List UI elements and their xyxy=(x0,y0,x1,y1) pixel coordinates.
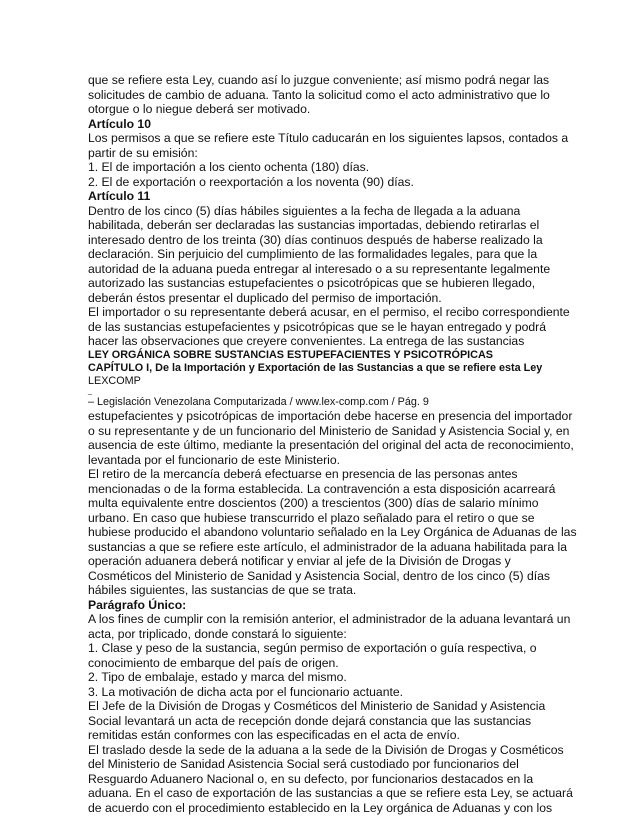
text-line: 2. Tipo de embalaje, estado y marca del mismo. xyxy=(88,670,347,685)
text-line: estupefacientes y psicotrópicas de importación debe hacerse en presencia del importador xyxy=(88,409,573,424)
text-line: operación aduanera deberá notificar y enviar al jefe de la División de Drogas y xyxy=(88,554,511,569)
document-page xyxy=(88,73,577,815)
text-line: Social levantará un acta de recepción donde dejará constancia que las sustancias xyxy=(88,713,532,728)
text-line: A los fines de cumplir con la remisión anterior, el administrador de la aduana levantará un xyxy=(88,612,571,627)
intro-paragraph xyxy=(88,73,558,117)
text-line: declaración. Sin perjuicio del cumplimiento de las formalidades legales, para que la xyxy=(88,247,538,261)
text-line: de las sustancias estupefacientes y psicotrópicas que se le hayan entregado y podrá xyxy=(88,319,546,334)
text-line: conocimiento de embarque del país de origen. xyxy=(88,655,339,670)
article-heading: Artículo 11 xyxy=(88,189,151,203)
paragrafo-unico-section xyxy=(88,597,573,816)
footer-source: – Legislación Venezolana Computarizada / www.lex-comp.com / Pág. 9 xyxy=(88,396,429,409)
text-line: del Ministerio de Sanidad Asistencia Social será custodiado por funcionarios del xyxy=(88,757,519,772)
continuation-paragraph xyxy=(88,409,577,598)
text-line: solicitudes de cambio de aduana. Tanto la solicitud como el acto administrativo que lo xyxy=(88,87,550,102)
text-line: mencionadas o de la forma establecida. La contravención a esta disposición acarreará xyxy=(88,481,556,496)
text-line: hubiese producido el abandono voluntario señalado en la Ley Orgánica de Aduanas de las xyxy=(88,525,577,540)
text-line: remitidas están conformes con las especificadas en el acta de envío. xyxy=(88,728,460,743)
text-line: 1. Clase y peso de la sustancia, según permiso de exportación o guía respectiva, o xyxy=(88,641,537,656)
running-header xyxy=(88,349,558,375)
text-line: Cosméticos del Ministerio de Sanidad y Asistencia Social, dentro de los cinco (5) días xyxy=(88,568,550,583)
text-line: otorgue o lo niegue deberá ser motivado. xyxy=(88,102,311,116)
text-line: autoridad de la aduana pueda entregar al interesado o a su representante legalmente xyxy=(88,261,551,276)
text-line: hacer las observaciones que creyere convenientes. La entrega de las sustancias xyxy=(88,334,525,348)
footer-brand: LEXCOMP xyxy=(88,374,141,387)
page-footer xyxy=(88,375,558,409)
text-line: levantada por el funcionario de este Ministerio. xyxy=(88,452,341,467)
text-line: El importador o su representante deberá acusar, en el permiso, el recibo correspondiente xyxy=(88,305,570,319)
article-heading: Artículo 10 xyxy=(88,116,151,131)
text-line: de acuerdo con el procedimiento establecido en la Ley orgánica de Aduanas y con los xyxy=(88,800,553,815)
text-line: 2. El de exportación o reexportación a los noventa (90) días. xyxy=(88,174,414,189)
text-line: autorizado las sustancias estupefacientes o psicotrópicas que se hubieren llegado, xyxy=(88,276,536,290)
footer-dash: _ xyxy=(88,388,92,396)
text-line: El Jefe de la División de Drogas y Cosméticos del Ministerio de Sanidad y Asistencia xyxy=(88,699,546,714)
text-line: hábiles siguientes, las sustancias de que se trata. xyxy=(88,583,357,598)
text-line: multa equivalente entre doscientos (200) a trescientos (300) días de salario mínimo xyxy=(88,496,539,511)
text-line: Resguardo Aduanero Nacional o, en su defecto, por funcionarios destacados en la xyxy=(88,771,534,786)
text-line: ausencia de este último, mediante la presentación del original del acta de reconocimiento, xyxy=(88,438,574,453)
text-line: o su representante y de un funcionario del Ministerio de Sanidad y Asistencia Social y, en xyxy=(88,423,570,438)
text-line: interesado dentro de los treinta (30) días continuos después de haberse realizado la xyxy=(88,232,543,247)
text-line: partir de su emisión: xyxy=(88,145,198,160)
text-line: urbano. En caso que hubiese transcurrido el plazo señalado para el retiro o que se xyxy=(88,510,535,525)
articulo-10-section xyxy=(88,116,569,190)
chapter-title: CAPÍTULO I, De la Importación y Exportación de las Sustancias a que se refiere esta Ley xyxy=(88,361,543,374)
text-line: 3. La motivación de dicha acta por el funcionario actuante. xyxy=(88,684,404,699)
articulo-11-section xyxy=(88,189,570,349)
text-line: deberán éstos presentar el duplicado del permiso de importación. xyxy=(88,290,442,305)
law-title: LEY ORGÁNICA SOBRE SUSTANCIAS ESTUPEFACIENTES Y PSICOTRÓPICAS xyxy=(88,348,493,361)
text-line: acta, por triplicado, donde constará lo siguiente: xyxy=(88,626,347,641)
text-line: El retiro de la mercancía deberá efectuarse en presencia de las personas antes xyxy=(88,467,518,482)
text-line: aduana. En el caso de exportación de las sustancias a que se refiere esta Ley, se actuará xyxy=(88,786,573,801)
text-line: sustancias a que se refiere este artículo, el administrador de la aduana habilitada para la xyxy=(88,539,567,554)
text-line: que se refiere esta Ley, cuando así lo juzgue conveniente; así mismo podrá negar las xyxy=(88,73,550,87)
text-line: 1. El de importación a los ciento ochenta (180) días. xyxy=(88,160,370,174)
text-line: Dentro de los cinco (5) días hábiles siguientes a la fecha de llegada a la aduana xyxy=(88,203,521,218)
text-line: habilitada, deberán ser declaradas las sustancias importadas, debiendo retirarlas el xyxy=(88,218,540,232)
section-heading: Parágrafo Único: xyxy=(88,597,187,612)
text-line: El traslado desde la sede de la aduana a la sede de la División de Drogas y Cosméticos xyxy=(88,742,564,757)
text-line: Los permisos a que se refiere este Título caducarán en los siguientes lapsos, contados a xyxy=(88,131,569,145)
